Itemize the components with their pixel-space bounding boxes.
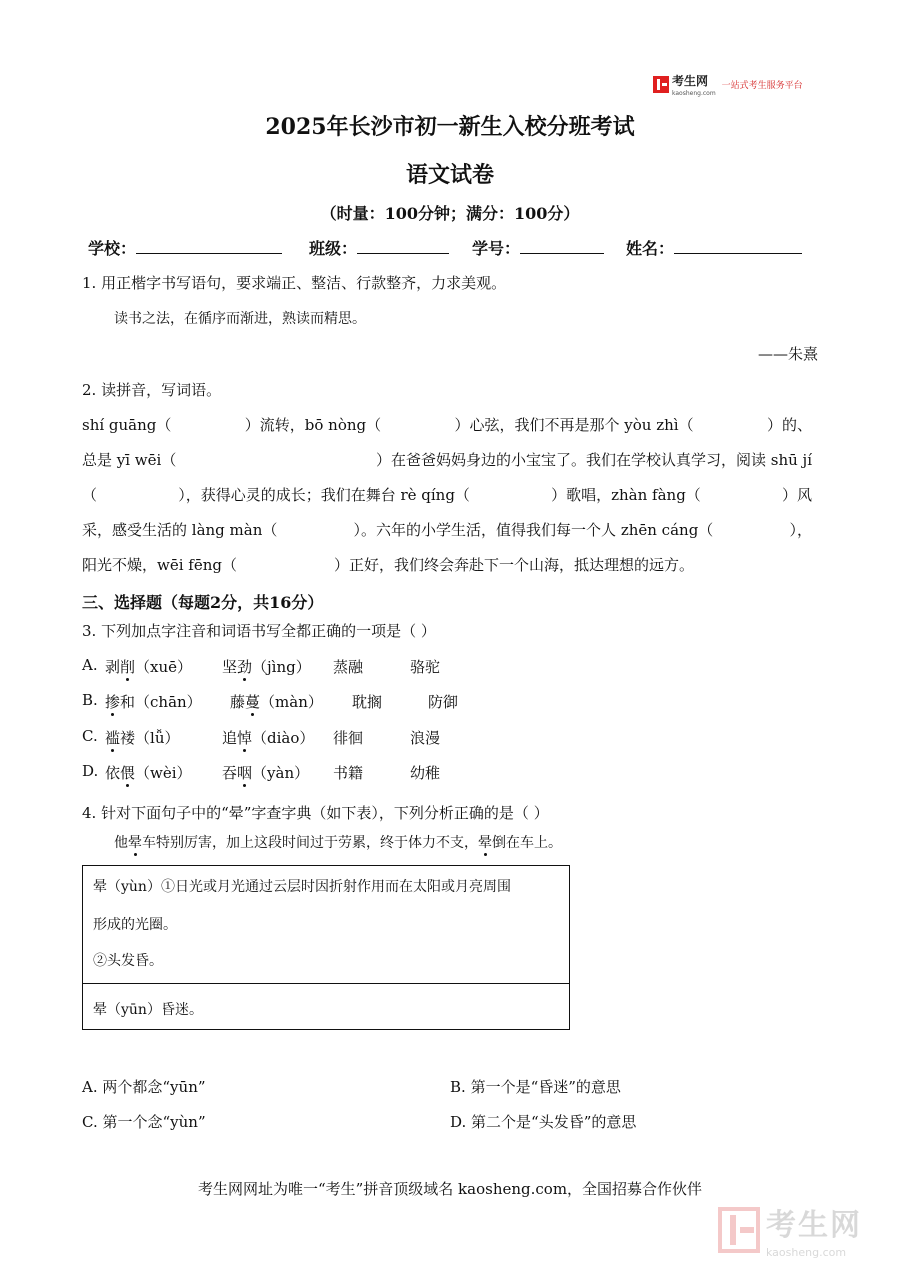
- school-blank[interactable]: [136, 239, 282, 254]
- watermark-domain: kaosheng.com: [766, 1246, 847, 1259]
- dict-entry-line: 晕（yùn）①日光或月光通过云层时因折射作用而在太阳或月亮周围: [93, 879, 511, 895]
- exam-subtitle: 语文试卷: [405, 162, 494, 188]
- q4-option-d[interactable]: [450, 1111, 636, 1132]
- exam-time-info: （时量：100分钟；满分：100分）: [320, 204, 580, 223]
- q2-segment: shí guāng（: [82, 416, 172, 434]
- option-letter: D.: [450, 1113, 467, 1131]
- q3-option-word: [333, 727, 363, 748]
- dotted-char: 掺: [105, 693, 121, 711]
- word-part: 坚: [222, 658, 238, 676]
- q2-segment: ），: [789, 521, 812, 539]
- site-logo[interactable]: [653, 72, 803, 97]
- word-part: 防御: [428, 693, 459, 711]
- q2-line-4: [82, 519, 812, 540]
- q3-option-word: [333, 762, 363, 783]
- q4-option-a[interactable]: [82, 1076, 206, 1097]
- logo-name: 考生网: [672, 74, 709, 88]
- class-blank[interactable]: [357, 239, 449, 254]
- word-part: 藤: [230, 693, 246, 711]
- dotted-char: 褴: [105, 729, 121, 747]
- option-letter: C.: [82, 1113, 98, 1131]
- q2-segment: 采，感受生活的 làng màn（: [82, 521, 278, 539]
- q3-option-letter[interactable]: C.: [82, 727, 98, 745]
- word-part: （diào）: [252, 729, 315, 747]
- q2-line-3: [82, 484, 812, 505]
- student-id-field[interactable]: [472, 236, 604, 259]
- q4-sentence-part: 车特别厉害，加上这段时间过于劳累，终于体力不支，: [142, 835, 478, 851]
- q1-prompt: 1. 用正楷字书写语句，要求端正、整洁、行款整齐，力求美观。: [82, 274, 507, 292]
- exam-title: 2025年长沙市初一新生入校分班考试: [265, 114, 635, 140]
- q3-option-word: [105, 691, 202, 712]
- dict-divider: [83, 983, 569, 984]
- class-label: 班级：: [309, 239, 358, 258]
- class-field[interactable]: [309, 236, 449, 259]
- q3-option-word: [410, 656, 440, 677]
- q4-sentence: [114, 832, 562, 852]
- watermark-icon: [718, 1207, 760, 1253]
- q3-option-word: [105, 762, 192, 783]
- word-part: 徘徊: [333, 729, 364, 747]
- q2-line-2: [82, 449, 812, 470]
- logo-domain: kaosheng.com: [672, 90, 716, 97]
- q2-prompt: 2. 读拼音，写词语。: [82, 381, 222, 399]
- q3-option-word: [352, 691, 382, 712]
- q3-option-word: [410, 727, 440, 748]
- q3-option-word: [222, 656, 311, 677]
- word-part: 骆驼: [410, 658, 441, 676]
- word-part: （wèi）: [135, 764, 192, 782]
- word-part: 吞: [222, 764, 238, 782]
- word-part: （yàn）: [252, 764, 310, 782]
- dotted-char: 悼: [237, 729, 253, 747]
- q2-line-1: [82, 414, 812, 435]
- q1-author: ——朱熹: [757, 345, 818, 363]
- word-part: （xuē）: [135, 658, 193, 676]
- q3-option-letter[interactable]: A.: [82, 656, 98, 674]
- word-part: （màn）: [260, 693, 323, 711]
- q4-dotted-char: 晕: [128, 835, 142, 851]
- q4-prompt: 4. 针对下面句子中的“晕”字查字典（如下表），下列分析正确的是（ ）: [82, 804, 549, 822]
- word-part: 褛（lǚ）: [120, 729, 180, 747]
- name-label: 姓名：: [626, 239, 675, 258]
- q3-option-letter[interactable]: B.: [82, 691, 98, 709]
- q3-option-word: [428, 691, 458, 712]
- q2-segment: ）心弦，我们不再是那个 yòu zhì（: [454, 416, 694, 434]
- q2-segment: 总是 yī wēi（: [82, 451, 177, 469]
- q4-sentence-part: 他: [114, 835, 128, 851]
- word-part: 幼稚: [410, 764, 441, 782]
- q3-option-word: [222, 727, 314, 748]
- section-3-heading: 三、选择题（每题2分，共16分）: [82, 593, 324, 612]
- q4-sentence-part: 倒在车上。: [492, 835, 562, 851]
- dict-entry-line: ②头发昏。: [93, 953, 163, 969]
- dotted-char: 偎: [120, 764, 136, 782]
- word-part: 书籍: [333, 764, 364, 782]
- q3-option-letter[interactable]: D.: [82, 762, 99, 780]
- word-part: （jìng）: [252, 658, 311, 676]
- dotted-char: 蔓: [245, 693, 261, 711]
- dict-entry-line: 晕（yūn）昏迷。: [93, 1002, 203, 1018]
- name-field[interactable]: [626, 236, 802, 259]
- q2-segment: ）流转，bō nòng（: [244, 416, 382, 434]
- q1-quote: 读书之法，在循序而渐进，熟读而精思。: [114, 311, 366, 327]
- word-part: 浪漫: [410, 729, 441, 747]
- q3-option-word: [105, 656, 192, 677]
- name-blank[interactable]: [674, 239, 802, 254]
- q4-option-c[interactable]: [82, 1111, 206, 1132]
- option-text: 第一个念“yùn”: [102, 1113, 206, 1131]
- q2-segment: ），获得心灵的成长；我们在舞台 rè qíng（: [178, 486, 470, 504]
- word-part: 耽搁: [352, 693, 383, 711]
- q3-option-word: [230, 691, 323, 712]
- q2-segment: （: [82, 486, 98, 504]
- q2-segment: ）的、: [766, 416, 812, 434]
- word-part: 追: [222, 729, 238, 747]
- student-id-label: 学号：: [472, 239, 521, 258]
- dotted-char: 咽: [237, 764, 253, 782]
- q2-segment: ）正好，我们终会奔赴下一个山海，抵达理想的远方。: [333, 556, 694, 574]
- dotted-char: 劲: [237, 658, 253, 676]
- q2-segment: 阳光不燥，wēi fēng（: [82, 556, 237, 574]
- q2-line-5: [82, 554, 694, 575]
- dictionary-table: [82, 865, 570, 1030]
- word-part: 依: [105, 764, 121, 782]
- option-letter: B.: [450, 1078, 466, 1096]
- logo-icon: [653, 76, 669, 93]
- logo-slogan: 一站式考生服务平台: [721, 81, 803, 91]
- q3-option-word: [105, 727, 179, 748]
- q3-option-word: [222, 762, 309, 783]
- word-part: 剥: [105, 658, 121, 676]
- watermark-name: 考生网: [766, 1208, 862, 1243]
- watermark-logo: [718, 1200, 862, 1259]
- school-field[interactable]: [88, 236, 282, 259]
- q2-segment: ）风: [781, 486, 812, 504]
- option-text: 第一个是“昏迷”的意思: [470, 1078, 621, 1096]
- q4-dotted-char: 晕: [478, 835, 492, 851]
- page-footer: 考生网网址为唯一“考生”拼音顶级域名 kaosheng.com，全国招募合作伙伴: [197, 1180, 703, 1198]
- option-letter: A.: [82, 1078, 98, 1096]
- school-label: 学校：: [88, 239, 137, 258]
- option-text: 两个都念“yūn”: [102, 1078, 206, 1096]
- q2-segment: ）歌唱，zhàn fàng（: [551, 486, 701, 504]
- q3-prompt: 3. 下列加点字注音和词语书写全都正确的一项是（ ）: [82, 622, 436, 640]
- student-id-blank[interactable]: [520, 239, 604, 254]
- option-text: 第二个是“头发昏”的意思: [471, 1113, 637, 1131]
- dict-entry-line: 形成的光圈。: [93, 917, 177, 933]
- q3-option-word: [333, 656, 363, 677]
- dotted-char: 削: [120, 658, 136, 676]
- q2-segment: ）。六年的小学生活，值得我们每一个人 zhēn cáng（: [353, 521, 714, 539]
- word-part: 和（chān）: [120, 693, 202, 711]
- q2-segment: ）在爸爸妈妈身边的小宝宝了。我们在学校认真学习，阅读 shū jí: [375, 451, 812, 469]
- word-part: 蒸融: [333, 658, 364, 676]
- q3-option-word: [410, 762, 440, 783]
- q4-option-b[interactable]: [450, 1076, 621, 1097]
